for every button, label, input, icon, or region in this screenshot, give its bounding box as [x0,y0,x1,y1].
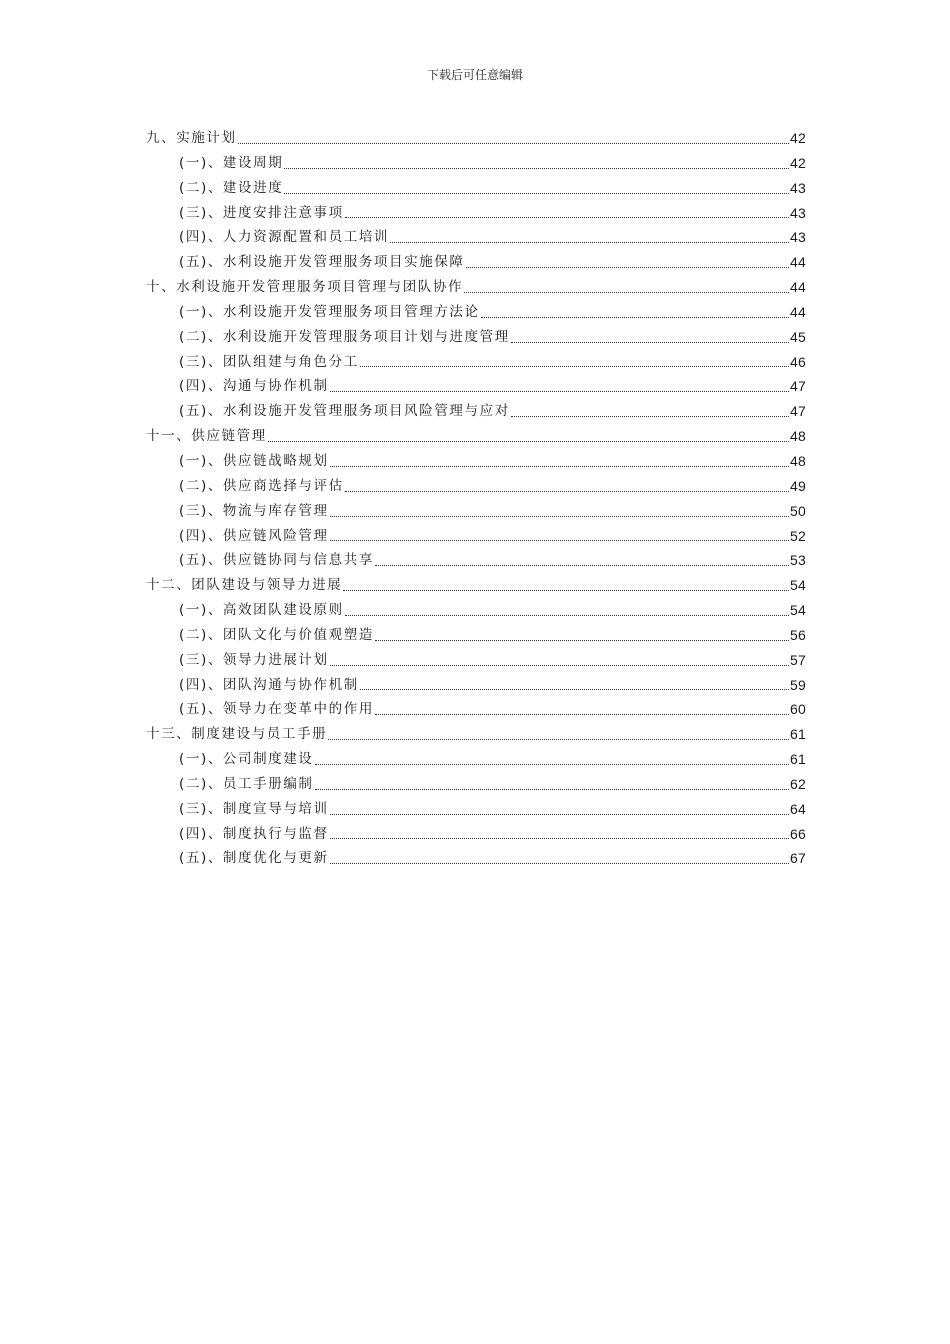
toc-section-entry[interactable] [146,673,806,698]
toc-dot-leader [375,565,789,566]
toc-section-entry[interactable] [146,350,806,375]
toc-page-number: 43 [790,229,806,246]
toc-section-entry[interactable] [146,747,806,772]
toc-section-entry[interactable] [146,772,806,797]
toc-dot-leader [345,615,789,616]
toc-section-entry[interactable] [146,474,806,499]
toc-page-number: 57 [790,651,806,668]
toc-chapter-entry[interactable] [146,722,806,747]
toc-page-number: 53 [790,552,806,569]
toc-section-entry[interactable] [146,846,806,871]
toc-section-entry[interactable] [146,151,806,176]
toc-entry-title: (二)、供应商选择与评估 [179,477,344,494]
toc-section-entry[interactable] [146,201,806,226]
toc-dot-leader [360,366,789,367]
toc-entry-title: (五)、制度优化与更新 [179,850,329,867]
toc-dot-leader [330,466,789,467]
toc-entry-title: (三)、进度安排注意事项 [179,204,344,221]
toc-dot-leader [315,789,789,790]
toc-page-number: 43 [790,204,806,221]
toc-page-number: 44 [790,303,806,320]
toc-section-entry[interactable] [146,524,806,549]
toc-entry-title: (四)、供应链风险管理 [179,527,329,544]
toc-entry-title: (三)、制度宣导与培训 [179,800,329,817]
toc-page-number: 67 [790,850,806,867]
toc-dot-leader [375,640,789,641]
toc-section-entry[interactable] [146,548,806,573]
toc-entry-title: (五)、水利设施开发管理服务项目实施保障 [179,254,465,271]
toc-dot-leader [330,665,789,666]
toc-page-number: 42 [790,154,806,171]
toc-section-entry[interactable] [146,374,806,399]
toc-page-number: 60 [790,701,806,718]
toc-entry-title: (四)、团队沟通与协作机制 [179,676,359,693]
toc-chapter-entry[interactable] [146,573,806,598]
toc-dot-leader [481,317,789,318]
toc-dot-leader [330,838,789,839]
toc-page-number: 47 [790,378,806,395]
toc-dot-leader [345,491,789,492]
toc-page-number: 48 [790,428,806,445]
toc-dot-leader [284,193,789,194]
toc-section-entry[interactable] [146,225,806,250]
toc-section-entry[interactable] [146,822,806,847]
toc-section-entry[interactable] [146,598,806,623]
toc-page-number: 54 [790,602,806,619]
toc-entry-title: (一)、高效团队建设原则 [179,602,344,619]
toc-page-number: 59 [790,676,806,693]
toc-dot-leader [330,863,789,864]
toc-dot-leader [315,764,789,765]
toc-dot-leader [238,143,789,144]
toc-page-number: 54 [790,577,806,594]
toc-entry-title: 十三、制度建设与员工手册 [146,726,328,743]
toc-page-number: 64 [790,800,806,817]
toc-entry-title: (四)、人力资源配置和员工培训 [179,229,390,246]
toc-section-entry[interactable] [146,648,806,673]
toc-entry-title: (三)、领导力进展计划 [179,651,329,668]
toc-page-number: 46 [790,353,806,370]
toc-entry-title: (一)、水利设施开发管理服务项目管理方法论 [179,303,480,320]
toc-section-entry[interactable] [146,499,806,524]
toc-entry-title: (二)、团队文化与价值观塑造 [179,626,374,643]
toc-chapter-entry[interactable] [146,275,806,300]
toc-entry-title: 十、水利设施开发管理服务项目管理与团队协作 [146,279,464,296]
toc-page-number: 44 [790,254,806,271]
toc-entry-title: 九、实施计划 [146,130,237,146]
toc-page-number: 66 [790,825,806,842]
toc-dot-leader [343,590,789,591]
toc-section-entry[interactable] [146,797,806,822]
toc-page-number: 44 [790,279,806,296]
toc-entry-title: 十一、供应链管理 [146,428,267,445]
toc-page-number: 49 [790,477,806,494]
toc-page-number: 61 [790,751,806,768]
toc-dot-leader [284,168,789,169]
toc-entry-title: (三)、物流与库存管理 [179,502,329,519]
toc-section-entry[interactable] [146,449,806,474]
table-of-contents [146,126,806,871]
toc-section-entry[interactable] [146,325,806,350]
toc-entry-title: (五)、供应链协同与信息共享 [179,552,374,569]
toc-entry-title: (一)、供应链战略规划 [179,452,329,469]
toc-entry-title: (一)、公司制度建设 [179,751,314,768]
toc-dot-leader [375,714,789,715]
toc-entry-title: (二)、水利设施开发管理服务项目计划与进度管理 [179,328,510,345]
toc-entry-title: 十二、团队建设与领导力进展 [146,577,343,594]
toc-page-number: 50 [790,502,806,519]
toc-dot-leader [360,689,789,690]
toc-section-entry[interactable] [146,399,806,424]
toc-entry-title: (二)、建设进度 [179,179,284,196]
toc-page-number: 47 [790,403,806,420]
toc-section-entry[interactable] [146,623,806,648]
toc-dot-leader [345,217,789,218]
toc-page-number: 45 [790,328,806,345]
toc-page-number: 52 [790,527,806,544]
toc-chapter-entry[interactable] [146,424,806,449]
toc-section-entry[interactable] [146,697,806,722]
toc-entry-title: (五)、水利设施开发管理服务项目风险管理与应对 [179,403,510,420]
toc-page-number: 43 [790,179,806,196]
toc-entry-title: (一)、建设周期 [179,154,284,171]
toc-dot-leader [330,391,789,392]
toc-page-number: 48 [790,452,806,469]
toc-section-entry[interactable] [146,250,806,275]
toc-chapter-entry[interactable] [146,126,806,151]
toc-dot-leader [330,540,789,541]
toc-dot-leader [466,267,789,268]
toc-page-number: 61 [790,726,806,743]
toc-page-number: 62 [790,775,806,792]
toc-dot-leader [464,292,789,293]
toc-entry-title: (二)、员工手册编制 [179,775,314,792]
toc-dot-leader [511,416,789,417]
toc-entry-title: (三)、团队组建与角色分工 [179,353,359,370]
toc-entry-title: (四)、制度执行与监督 [179,825,329,842]
toc-section-entry[interactable] [146,176,806,201]
toc-entry-title: (五)、领导力在变革中的作用 [179,701,374,718]
toc-dot-leader [330,516,789,517]
toc-dot-leader [330,814,789,815]
toc-entry-title: (四)、沟通与协作机制 [179,378,329,395]
toc-page-number: 56 [790,626,806,643]
toc-dot-leader [511,342,789,343]
toc-page-number: 42 [790,130,806,146]
page-header: 下载后可任意编辑 [426,68,523,82]
toc-dot-leader [390,242,789,243]
toc-dot-leader [268,441,789,442]
toc-section-entry[interactable] [146,300,806,325]
toc-dot-leader [328,739,789,740]
